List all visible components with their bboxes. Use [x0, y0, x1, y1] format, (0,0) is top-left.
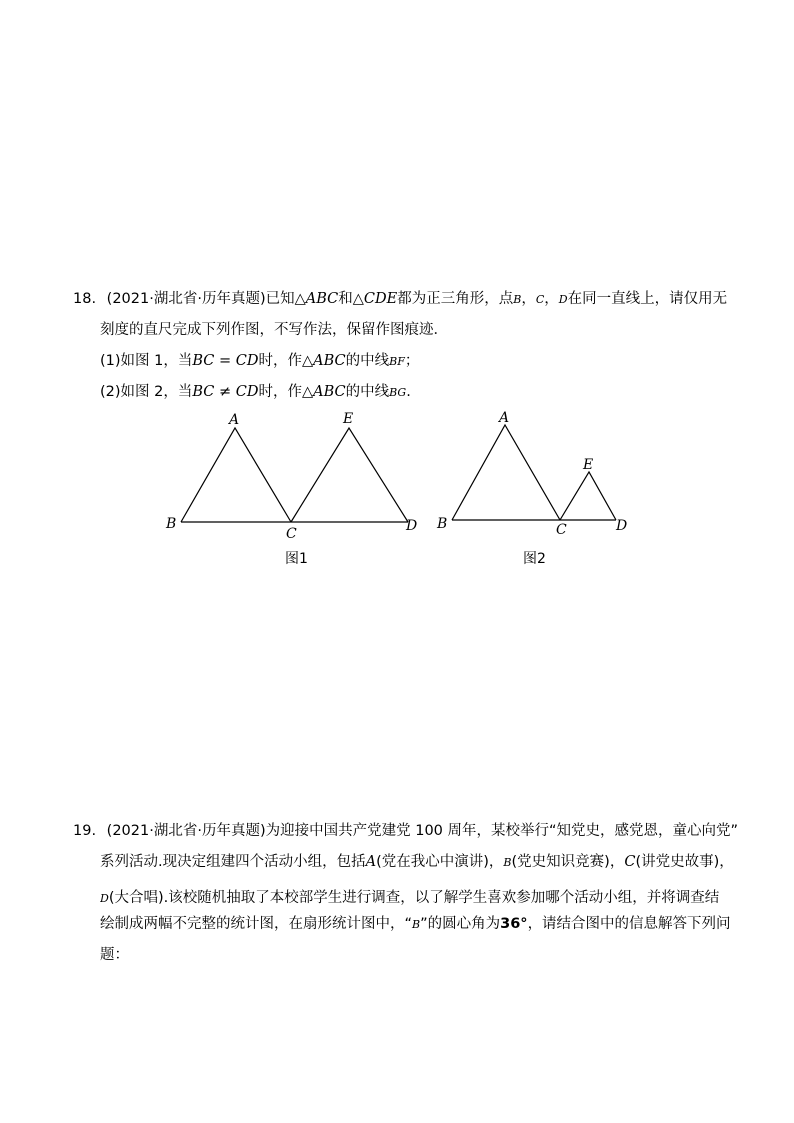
q19-source: (2021·湖北省·历年真题) — [106, 823, 266, 839]
q19-group-b: B — [503, 856, 512, 869]
q18-p1-triangle: △ABC — [301, 353, 346, 369]
q18-comma: ， — [544, 291, 559, 307]
fig2-triangle-cde — [560, 472, 616, 520]
fig1-triangle-cde — [291, 428, 408, 522]
fig1-label-e: E — [343, 411, 354, 427]
q18-p1-text: 时，作 — [258, 353, 302, 369]
q19-group-b-ref: B — [412, 918, 421, 931]
q19-text-1: 为迎接中国共产党建党 100 周年，某校举行“知党史，感党恩，童心向党” — [265, 823, 739, 839]
q19-group-d-text: (大合唱).该校随机抽取了本校部学生进行调查，以了解学生喜欢参加哪个活动小组，并将调查结 — [108, 890, 720, 906]
q19-line-1 — [73, 821, 738, 841]
q18-text-1b: 和 — [338, 291, 353, 307]
q18-part-1 — [100, 351, 419, 372]
q18-text-1d: 在同一直线上，请仅用无 — [567, 291, 728, 307]
q18-p1-condition: BC = CD — [192, 353, 259, 369]
q19-group-a-text: (党在我心中演讲)， — [376, 854, 504, 870]
q18-p2-condition: BC ≠ CD — [192, 384, 259, 400]
q19-group-c: C — [624, 854, 636, 870]
q19-text-4c: ”的圆心角为 — [420, 916, 501, 932]
q18-source: (2021·湖北省·历年真题) — [106, 291, 266, 307]
q19-line-3 — [100, 883, 720, 914]
q19-text-4d: ，请结合图中的信息解答下列问 — [527, 916, 731, 932]
fig1-label-b: B — [166, 516, 177, 532]
q18-p2-text: (2)如图 2，当 — [100, 384, 193, 400]
q18-p2-text: 时，作 — [258, 384, 302, 400]
q19-line-2 — [100, 852, 734, 873]
fig2-label-a: A — [499, 410, 510, 426]
q18-comma: ， — [521, 291, 536, 307]
q18-line-1 — [73, 289, 727, 310]
q18-point-b: B — [513, 293, 522, 306]
q18-line-2: 刻度的直尺完成下列作图，不写作法，保留作图痕迹． — [100, 322, 448, 338]
q19-group-c-text: (讲党史故事)， — [635, 854, 734, 870]
fig2-label-b: B — [437, 516, 448, 532]
figure-1 — [165, 411, 417, 542]
q19-text-2: 系列活动.现决定组建四个活动小组，包括 — [100, 854, 366, 870]
q18-triangle-abc: △ABC — [294, 291, 339, 307]
fig1-caption: 图1 — [285, 551, 308, 567]
q18-triangle-cde: △CDE — [352, 291, 398, 307]
q18-p2-triangle: △ABC — [301, 384, 346, 400]
fig2-caption: 图2 — [523, 551, 546, 567]
fig1-label-c: C — [286, 526, 297, 542]
q18-p1-text: (1)如图 1，当 — [100, 353, 193, 369]
fig2-label-d: D — [616, 518, 628, 534]
fig1-triangle-abc — [181, 428, 291, 522]
q18-text-1a: 已知 — [265, 291, 295, 307]
fig1-label-d: D — [406, 518, 418, 534]
q18-p2-text: 的中线 — [345, 384, 390, 400]
figure-2 — [436, 410, 627, 538]
q19-line-5: 题： — [100, 947, 129, 963]
geometry-figures — [0, 400, 794, 600]
q19-group-a: A — [365, 854, 377, 870]
q19-text-4a: 绘制成两幅不完整的统计图，在扇形统计图中，“ — [100, 916, 413, 932]
fig2-label-e: E — [583, 457, 594, 473]
q19-number: 19. — [73, 823, 97, 839]
q19-group-b-text: (党史知识竞赛)， — [511, 854, 625, 870]
q18-p1-text: 的中线 — [345, 353, 390, 369]
q18-text-1c: 都为正三角形，点 — [397, 291, 514, 307]
fig1-label-a: A — [229, 412, 240, 428]
q18-p2-end: . — [406, 384, 411, 400]
q19-group-d: D — [100, 892, 109, 905]
q18-p1-end: ； — [404, 353, 420, 369]
q19-angle: 36° — [500, 916, 528, 932]
q18-point-c: C — [535, 293, 545, 306]
q18-point-d: D — [558, 293, 568, 306]
q18-p1-segment: BF — [389, 355, 405, 368]
fig2-triangle-abc — [452, 425, 560, 520]
q18-p2-segment: BG — [389, 386, 407, 399]
fig2-label-c: C — [556, 522, 567, 538]
q18-number: 18. — [73, 291, 97, 307]
q19-line-4 — [100, 914, 731, 935]
